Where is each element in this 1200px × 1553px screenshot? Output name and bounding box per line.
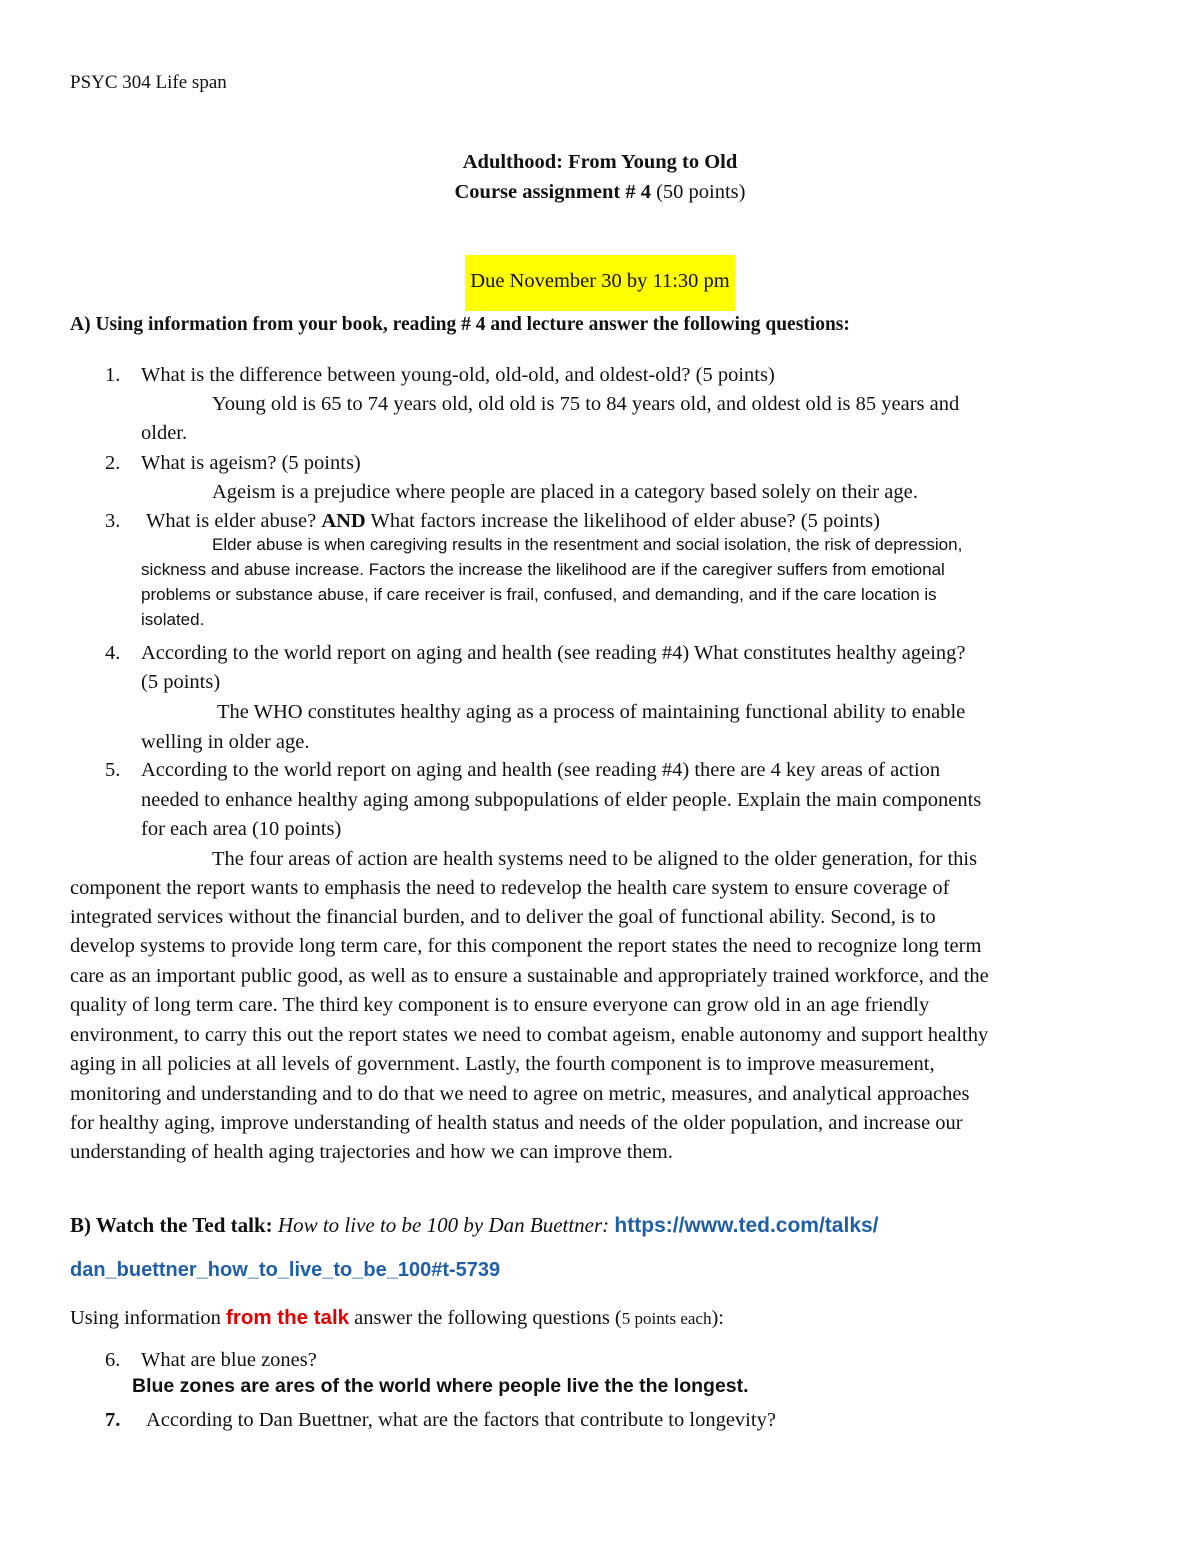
assignment-points: (50 points)	[650, 181, 746, 203]
q4-number: 4.	[105, 642, 121, 664]
q5-answer-line: environment, to carry this out the report states we need to combat ageism, enable autonomy and support healthy	[70, 1024, 989, 1046]
q4-answer-line: welling in older age.	[141, 731, 310, 753]
q7-number: 7.	[105, 1409, 121, 1431]
q5-answer-line: aging in all policies at all levels of government. Lastly, the fourth component is to improve measurement,	[70, 1053, 935, 1075]
q5-answer-line: monitoring and understanding and to do that we need to agree on metric, measures, and analytical approaches	[70, 1083, 970, 1105]
section-b-heading	[70, 1211, 879, 1240]
assignment-subtitle	[0, 178, 1200, 207]
q1-number: 1.	[105, 364, 121, 386]
section-b-intro	[70, 1303, 724, 1333]
intro-points: 5 points each	[621, 1309, 712, 1328]
q3-question-part: What is elder abuse?	[146, 510, 322, 532]
q2-number: 2.	[105, 452, 121, 474]
assignment-number: Course assignment # 4	[454, 181, 651, 203]
course-header: PSYC 304 Life span	[70, 72, 227, 93]
q5-answer-line: develop systems to provide long term care, for this component the report states the need to recognize long term	[70, 935, 982, 957]
q3-answer-line: sickness and abuse increase. Factors the increase the likelihood are if the caregiver suffers from emotional	[141, 560, 945, 579]
q3-answer-line: isolated.	[141, 610, 205, 629]
q3-number: 3.	[105, 510, 121, 532]
q4-question-line: (5 points)	[141, 671, 221, 693]
q5-number: 5.	[105, 759, 121, 781]
section-a-heading: A) Using information from your book, reading # 4 and lecture answer the following questions:	[70, 314, 850, 335]
q5-answer-line: quality of long term care. The third key component is to ensure everyone can grow old in an age friendly	[70, 994, 930, 1016]
q5-answer-line: care as an important public good, as well as to ensure a sustainable and appropriately trained workforce, and the	[70, 965, 989, 987]
document-title: Adulthood: From Young to Old	[462, 151, 738, 173]
q3-question-and: AND	[321, 510, 366, 532]
intro-emphasis: from the talk	[226, 1306, 350, 1329]
q6-answer: Blue zones are ares of the world where people live the the longest.	[132, 1375, 749, 1397]
q1-question: What is the difference between young-old, old-old, and oldest-old? (5 points)	[141, 364, 775, 386]
q6-number: 6.	[105, 1349, 121, 1371]
q4-answer-line: The WHO constitutes healthy aging as a process of maintaining functional ability to enable	[217, 701, 966, 723]
ted-talk-link[interactable]: https://www.ted.com/talks/	[614, 1214, 879, 1237]
due-date-block	[0, 255, 1200, 311]
intro-text: Using information	[70, 1307, 227, 1329]
q3-question-part: What factors increase the likelihood of elder abuse? (5 points)	[365, 510, 880, 532]
q5-answer-line: component the report wants to emphasis the need to redevelop the health care system to ensure coverage of	[70, 877, 950, 899]
q3-answer-line: Elder abuse is when caregiving results in the resentment and social isolation, the risk of depression,	[212, 535, 963, 554]
q2-answer: Ageism is a prejudice where people are placed in a category based solely on their age.	[212, 481, 918, 503]
intro-text: answer the following questions (	[349, 1307, 622, 1329]
q5-question-line: for each area (10 points)	[141, 818, 342, 840]
q3-answer-line: problems or substance abuse, if care receiver is frail, confused, and demanding, and if the care location is	[141, 585, 937, 604]
q5-answer-line: for healthy aging, improve understanding of health status and needs of the older population, and increase our	[70, 1112, 963, 1134]
q2-question: What is ageism? (5 points)	[141, 452, 361, 474]
q5-question-line: According to the world report on aging and health (see reading #4) there are 4 key areas of action	[141, 759, 941, 781]
q7-question: According to Dan Buettner, what are the factors that contribute to longevity?	[146, 1409, 776, 1431]
q5-answer-line: integrated services without the financial burden, and to deliver the goal of functional ability. Second, is to	[70, 906, 936, 928]
q1-answer-line: older.	[141, 422, 188, 444]
q6-question: What are blue zones?	[141, 1349, 317, 1371]
q1-answer-line: Young old is 65 to 74 years old, old old is 75 to 84 years old, and oldest old is 85 years and	[212, 393, 960, 415]
q5-answer-line: understanding of health aging trajectories and how we can improve them.	[70, 1141, 673, 1163]
q5-answer-line: The four areas of action are health systems need to be aligned to the older generation, for this	[212, 848, 978, 870]
q5-question-line: needed to enhance healthy aging among subpopulations of elder people. Explain the main components	[141, 789, 982, 811]
section-b-heading-bold: B) Watch the Ted talk:	[70, 1213, 278, 1237]
q4-question-line: According to the world report on aging and health (see reading #4) What constitutes healthy ageing?	[141, 642, 966, 664]
ted-talk-title: How to live to be 100 by Dan Buettner:	[277, 1213, 615, 1237]
due-date-highlight: Due November 30 by 11:30 pm	[465, 255, 734, 311]
intro-text: ):	[711, 1307, 724, 1329]
ted-talk-link-continued[interactable]: dan_buettner_how_to_live_to_be_100#t-5739	[70, 1259, 501, 1281]
